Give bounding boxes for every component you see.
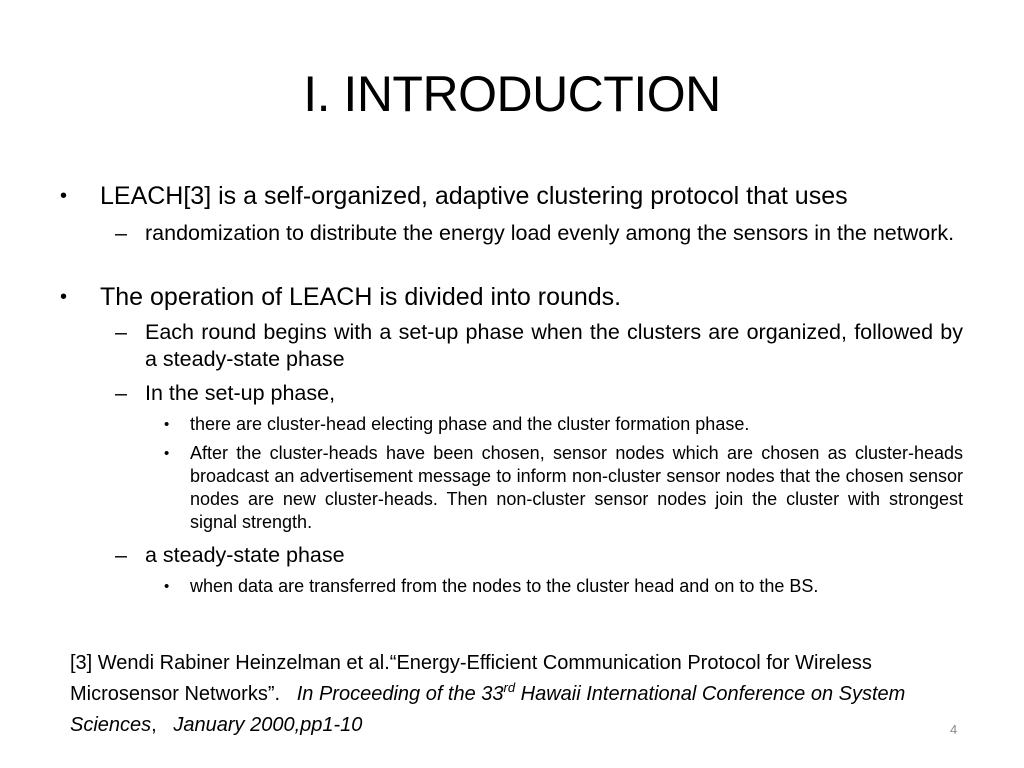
sub-bullet-marker: • xyxy=(164,416,170,433)
list-item xyxy=(164,442,963,534)
list-item xyxy=(115,542,963,569)
bullet-marker: • xyxy=(60,286,68,308)
bullet-marker: • xyxy=(60,185,68,207)
dash-marker: – xyxy=(115,320,127,344)
reference-proceeding: In Proceeding of the 33rd Hawaii International Conference on System Sciences xyxy=(70,680,906,736)
reference-text: [3] Wendi Rabiner Heinzelman et al.“Energy-Efficient Communication Protocol for Wireless Microsensor Networks”. xyxy=(70,652,872,705)
list-item xyxy=(60,181,960,211)
dash-marker: – xyxy=(115,381,127,405)
bullet-text: a steady-state phase xyxy=(145,543,345,567)
list-item xyxy=(164,413,963,436)
bullet-text: Each round begins with a set-up phase when the clusters are organized, followed by a steady-state phase xyxy=(145,320,963,371)
reference-date: January 2000,pp1-10 xyxy=(173,714,363,736)
bullet-text: randomization to distribute the energy load evenly among the sensors in the network. xyxy=(145,221,955,245)
bullet-text: After the cluster-heads have been chosen, sensor nodes which are chosen as cluster-heads broadcast an advertisement message to inform non-cluster sensor nodes that the chosen sensor nodes are new cluster-heads. Then non-cluster sensor nodes join the cluster with strongest signal strength. xyxy=(190,443,963,532)
list-item xyxy=(115,220,963,247)
reference-citation xyxy=(70,648,950,741)
superscript: rd xyxy=(503,680,516,695)
list-item xyxy=(60,282,960,312)
list-item xyxy=(115,319,963,373)
sub-bullet-marker: • xyxy=(164,445,170,462)
sub-bullet-marker: • xyxy=(164,578,170,595)
bullet-text: In the set-up phase, xyxy=(145,381,336,405)
page-title: I. INTRODUCTION xyxy=(303,66,721,122)
list-item xyxy=(115,380,963,407)
bullet-text: LEACH[3] is a self-organized, adaptive clustering protocol that uses xyxy=(100,182,848,210)
bullet-text: when data are transferred from the nodes to the cluster head and on to the BS. xyxy=(190,576,819,596)
list-item xyxy=(164,575,963,598)
bullet-text: there are cluster-head electing phase and the cluster formation phase. xyxy=(190,414,750,434)
dash-marker: – xyxy=(115,221,127,245)
bullet-text: The operation of LEACH is divided into rounds. xyxy=(100,283,622,311)
reference-separator: , xyxy=(151,714,157,736)
page-number: 4 xyxy=(950,722,958,737)
dash-marker: – xyxy=(115,543,127,567)
